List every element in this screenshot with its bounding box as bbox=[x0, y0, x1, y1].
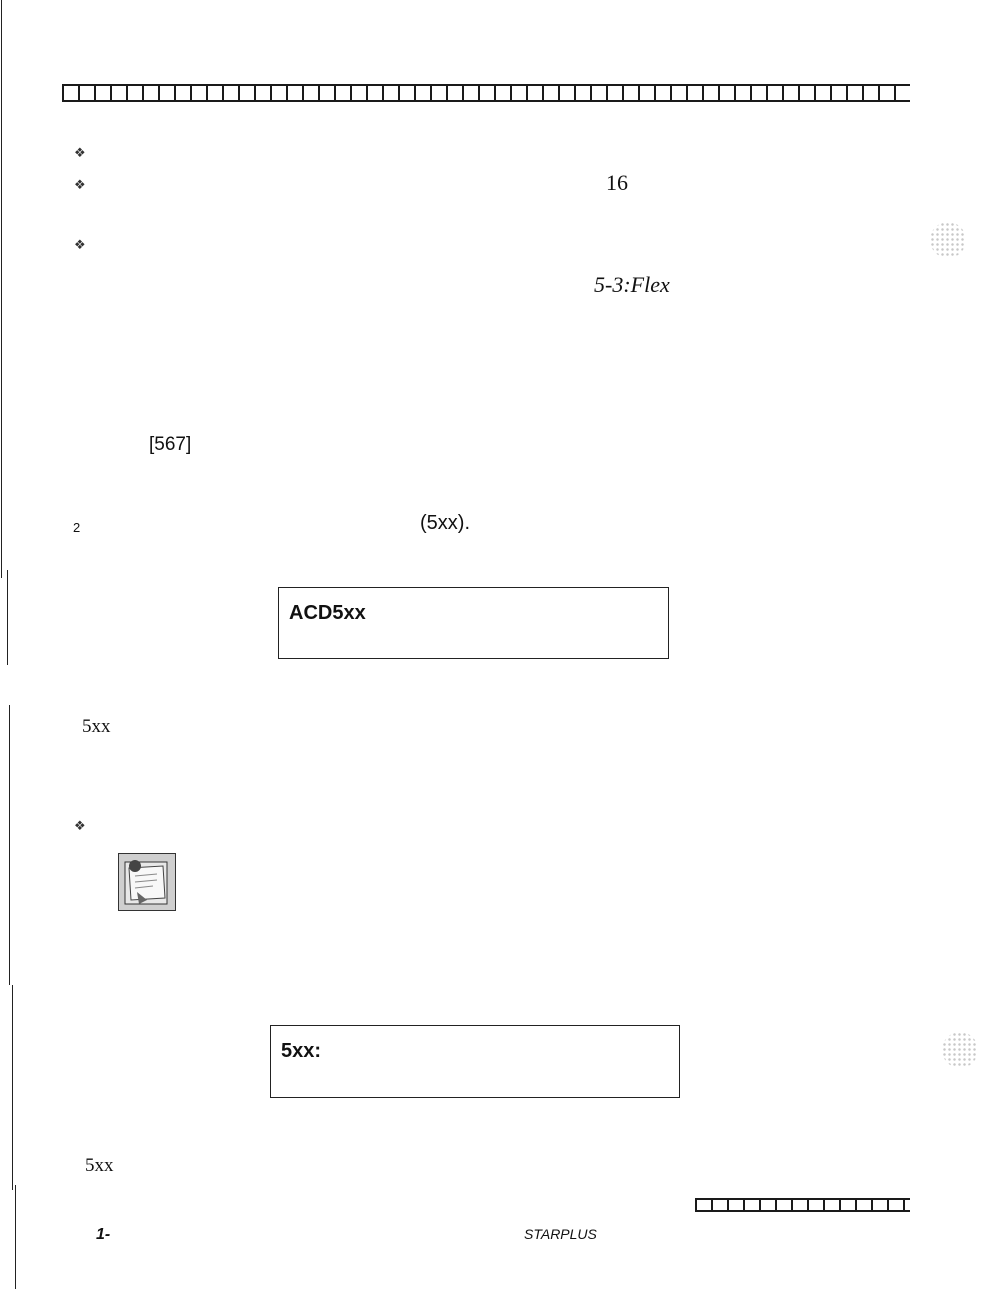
greek-key-border bbox=[62, 84, 910, 102]
step-number: 2 bbox=[73, 520, 81, 535]
reference-16: 16 bbox=[606, 170, 628, 195]
decorative-dots-icon bbox=[930, 222, 966, 258]
bullet-3: ❖ bbox=[74, 237, 86, 252]
display-box-1 bbox=[278, 587, 669, 659]
footer-greek-key-border bbox=[695, 1198, 910, 1212]
bullet-2: ❖ bbox=[74, 177, 86, 192]
margin-rule-mid bbox=[7, 570, 8, 665]
decorative-dots-icon bbox=[942, 1032, 978, 1068]
bullet-1: ❖ bbox=[74, 145, 86, 160]
display-line-2: 5xx: bbox=[281, 1040, 322, 1062]
product-name: STARPLUS bbox=[524, 1226, 597, 1242]
margin-rule-lower bbox=[9, 705, 10, 985]
code-reference: [567] bbox=[149, 434, 192, 455]
label-5xx-bottom: 5xx bbox=[85, 1155, 114, 1176]
bullet-4: ❖ bbox=[74, 818, 86, 833]
display-line-1: ACD5xx bbox=[289, 602, 366, 624]
step-code: (5xx). bbox=[420, 512, 470, 534]
display-box-2 bbox=[270, 1025, 680, 1098]
reference-flex: 5-3:Flex bbox=[594, 272, 670, 297]
label-5xx: 5xx bbox=[82, 716, 111, 737]
margin-rule-bottom bbox=[12, 985, 13, 1190]
margin-rule-foot bbox=[15, 1185, 16, 1289]
note-icon bbox=[118, 853, 176, 911]
page-number: 1- bbox=[96, 1226, 111, 1243]
margin-rule-top bbox=[1, 0, 2, 578]
